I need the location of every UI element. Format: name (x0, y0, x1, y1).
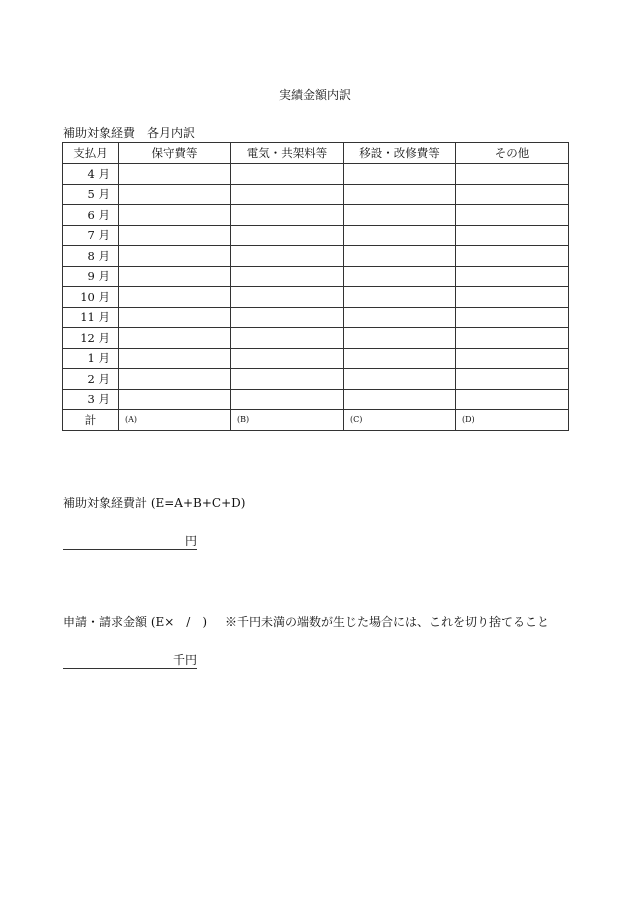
document-title: 実績金額内訳 (278, 88, 351, 102)
request-amount-field[interactable] (63, 652, 197, 669)
amount-cell[interactable] (344, 287, 456, 308)
month-cell: 12 月 (63, 328, 119, 349)
table-row (63, 184, 569, 205)
amount-cell[interactable] (119, 205, 231, 226)
amount-cell[interactable] (231, 307, 344, 328)
amount-cell[interactable] (456, 205, 569, 226)
amount-cell[interactable] (231, 389, 344, 410)
header-electricity: 電気・共架料等 (231, 143, 344, 164)
month-cell: 8 月 (63, 246, 119, 267)
amount-cell[interactable] (456, 246, 569, 267)
table-row (63, 389, 569, 410)
amount-cell[interactable] (231, 164, 344, 185)
month-cell: 4 月 (63, 164, 119, 185)
total-cell-a[interactable]: (A) (119, 410, 231, 431)
amount-cell[interactable] (456, 348, 569, 369)
amount-cell[interactable] (456, 389, 569, 410)
table-header-row (63, 143, 569, 164)
month-cell: 9 月 (63, 266, 119, 287)
amount-cell[interactable] (119, 266, 231, 287)
amount-cell[interactable] (231, 369, 344, 390)
amount-cell[interactable] (231, 184, 344, 205)
amount-cell[interactable] (119, 328, 231, 349)
request-amount-line (63, 613, 549, 630)
amount-cell[interactable] (344, 225, 456, 246)
table-subtitle: 補助対象経費 各月内訳 (63, 126, 196, 140)
total-cell-c[interactable]: (C) (344, 410, 456, 431)
amount-cell[interactable] (119, 287, 231, 308)
table-row (63, 287, 569, 308)
amount-cell[interactable] (344, 348, 456, 369)
month-cell: 1 月 (63, 348, 119, 369)
header-other: その他 (456, 143, 569, 164)
month-cell: 11 月 (63, 307, 119, 328)
amount-cell[interactable] (456, 369, 569, 390)
amount-cell[interactable] (119, 246, 231, 267)
table-row (63, 266, 569, 287)
header-relocation: 移設・改修費等 (344, 143, 456, 164)
request-amount-label: 申請・請求金額 (E× / ) (63, 615, 208, 629)
amount-cell[interactable] (456, 164, 569, 185)
table-row (63, 246, 569, 267)
month-cell: 5 月 (63, 184, 119, 205)
amount-cell[interactable] (119, 389, 231, 410)
amount-cell[interactable] (344, 307, 456, 328)
amount-cell[interactable] (344, 205, 456, 226)
amount-cell[interactable] (456, 225, 569, 246)
yen-unit: 円 (184, 534, 197, 548)
amount-cell[interactable] (119, 225, 231, 246)
month-cell: 10 月 (63, 287, 119, 308)
thousand-yen-unit: 千円 (172, 653, 197, 667)
amount-cell[interactable] (344, 246, 456, 267)
total-cell-b[interactable]: (B) (231, 410, 344, 431)
amount-cell[interactable] (231, 205, 344, 226)
amount-cell[interactable] (344, 164, 456, 185)
total-amount-field[interactable] (63, 533, 197, 550)
amount-cell[interactable] (344, 266, 456, 287)
table-row (63, 225, 569, 246)
amount-cell[interactable] (119, 164, 231, 185)
total-label: 計 (63, 410, 119, 431)
amount-cell[interactable] (231, 287, 344, 308)
amount-cell[interactable] (231, 246, 344, 267)
month-cell: 7 月 (63, 225, 119, 246)
amount-cell[interactable] (231, 328, 344, 349)
amount-cell[interactable] (456, 307, 569, 328)
table-row (63, 205, 569, 226)
month-cell: 3 月 (63, 389, 119, 410)
amount-cell[interactable] (119, 307, 231, 328)
amount-cell[interactable] (344, 184, 456, 205)
amount-cell[interactable] (231, 348, 344, 369)
amount-cell[interactable] (119, 184, 231, 205)
total-row (63, 410, 569, 431)
amount-cell[interactable] (231, 225, 344, 246)
rounding-note: ※千円未満の端数が生じた場合には、これを切り捨てること (225, 615, 550, 629)
amount-cell[interactable] (456, 287, 569, 308)
table-row (63, 164, 569, 185)
header-maintenance: 保守費等 (119, 143, 231, 164)
amount-cell[interactable] (119, 348, 231, 369)
amount-cell[interactable] (119, 369, 231, 390)
table-row (63, 328, 569, 349)
header-payment-month: 支払月 (63, 143, 119, 164)
total-cell-d[interactable]: (D) (456, 410, 569, 431)
table-row (63, 348, 569, 369)
amount-cell[interactable] (456, 266, 569, 287)
month-cell: 6 月 (63, 205, 119, 226)
amount-cell[interactable] (231, 266, 344, 287)
amount-cell[interactable] (344, 328, 456, 349)
total-expense-label: 補助対象経費計 (E=A+B+C+D) (63, 496, 246, 510)
amount-cell[interactable] (344, 369, 456, 390)
amount-cell[interactable] (456, 184, 569, 205)
amount-cell[interactable] (456, 328, 569, 349)
month-cell: 2 月 (63, 369, 119, 390)
table-row (63, 369, 569, 390)
monthly-breakdown-table (62, 142, 569, 431)
amount-cell[interactable] (344, 389, 456, 410)
table-row (63, 307, 569, 328)
